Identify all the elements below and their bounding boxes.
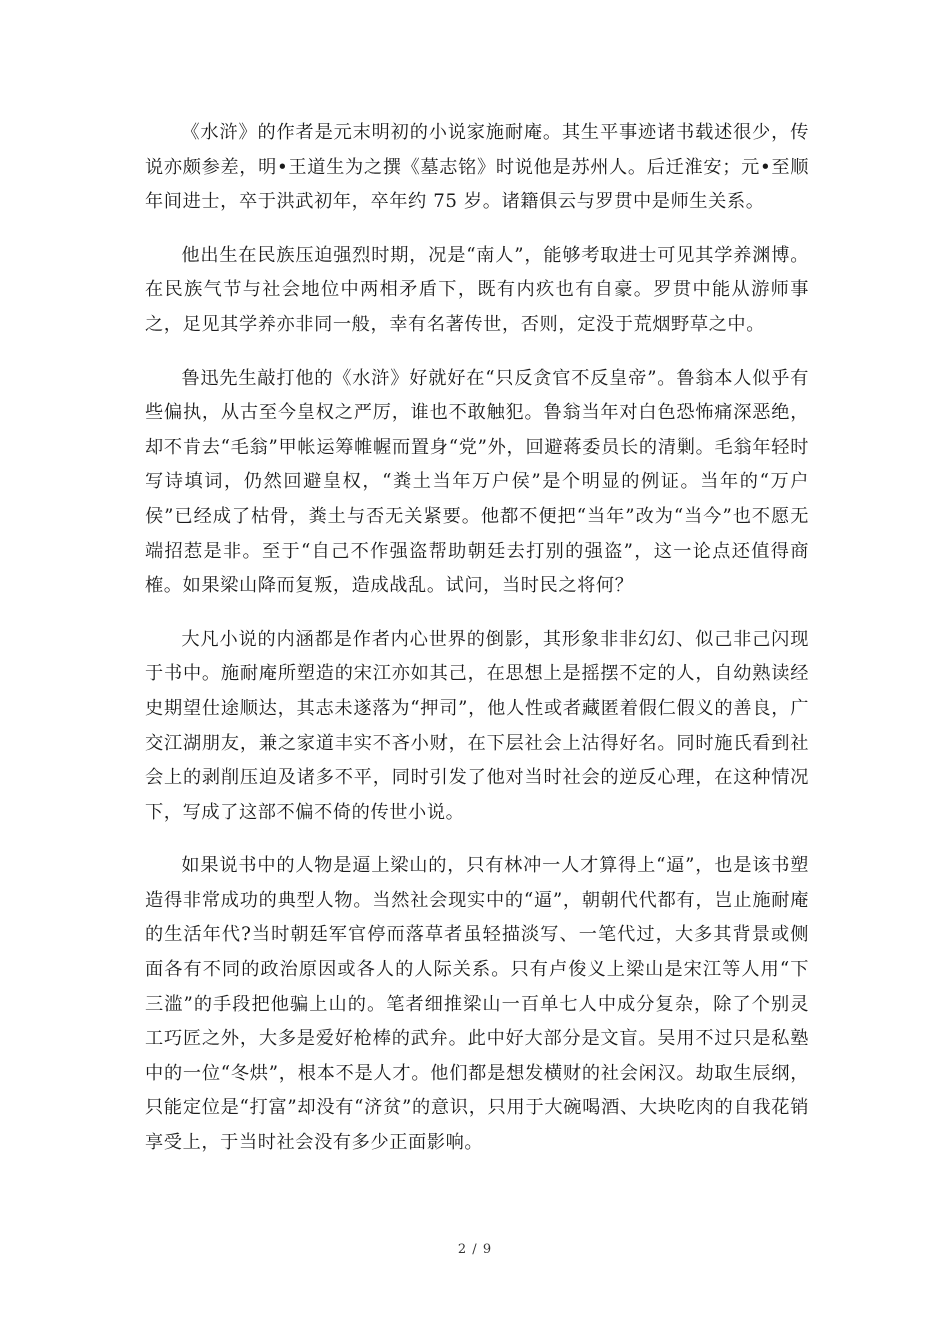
paragraph-2: 他出生在民族压迫强烈时期，况是“南人”，能够考取进士可见其学养渊博。在民族气节与社会地位中两相矛盾下，既有内疚也有自豪。罗贯中能从游师事之，足见其学养亦非同一般，幸有名著传世，否则，定没于荒烟野草之中。 [145, 244, 809, 335]
paragraph-3: 鲁迅先生敲打他的《水浒》好就好在“只反贪官不反皇帝”。鲁翁本人似乎有些偏执，从古至今皇权之严厉，谁也不敢触犯。鲁翁当年对白色恐怖痛深恶绝，却不肯去“毛翁”甲帐运筹帷幄而置身“党”外，回避蒋委员长的清剿。毛翁年轻时写诗填词，仍然回避皇权，“粪土当年万户侯”是个明显的例证。当年的“万户侯”已经成了枯骨，粪土与否无关紧要。他都不便把“当年”改为“当今”也不愿无端招惹是非。至于“自己不作强盗帮助朝廷去打别的强盗”，这一论点还值得商榷。如果梁山降而复叛，造成战乱。试问，当时民之将何？ [145, 367, 809, 597]
document-body [145, 116, 809, 1180]
page-footer [0, 1242, 950, 1257]
paragraph-5: 如果说书中的人物是逼上梁山的，只有林冲一人才算得上“逼”，也是该书塑造得非常成功的典型人物。当然社会现实中的“逼”，朝朝代代都有，岂止施耐庵的生活年代?当时朝廷军官停而落草者虽轻描淡写、一笔代过，大多其背景或侧面各有不同的政治原因或各人的人际关系。只有卢俊义上梁山是宋江等人用“下三滥”的手段把他骗上山的。笔者细推梁山一百单七人中成分复杂，除了个别灵工巧匠之外，大多是爱好枪棒的武弁。此中好大部分是文盲。吴用不过只是私塾中的一位“冬烘”，根本不是人才。他们都是想发横财的社会闲汉。劫取生辰纲，只能定位是“打富”却没有“济贫”的意识，只用于大碗喝酒、大块吃肉的自我花销享受上，于当时社会没有多少正面影响。 [145, 855, 809, 1154]
paragraph-4: 大凡小说的内涵都是作者内心世界的倒影，其形象非非幻幻、似己非己闪现于书中。施耐庵所塑造的宋江亦如其己，在思想上是摇摆不定的人，自幼熟读经史期望仕途顺达，其志未遂落为“押司”，他人性或者藏匿着假仁假义的善良，广交江湖朋友，兼之家道丰实不吝小财，在下层社会上沽得好名。同时施氏看到社会上的剥削压迫及诸多不平，同时引发了他对当时社会的逆反心理，在这种情况下，写成了这部不偏不倚的传世小说。 [145, 628, 809, 823]
page-number: 2 / 9 [457, 1242, 493, 1257]
paragraph-1: 《水浒》的作者是元末明初的小说家施耐庵。其生平事迹诸书载述很少，传说亦颇参差，明•王道生为之撰《墓志铭》时说他是苏州人。后迁淮安；元•至顺年间进士，卒于洪武初年，卒年约 75 岁。诸籍俱云与罗贯中是师生关系。 [145, 122, 809, 213]
